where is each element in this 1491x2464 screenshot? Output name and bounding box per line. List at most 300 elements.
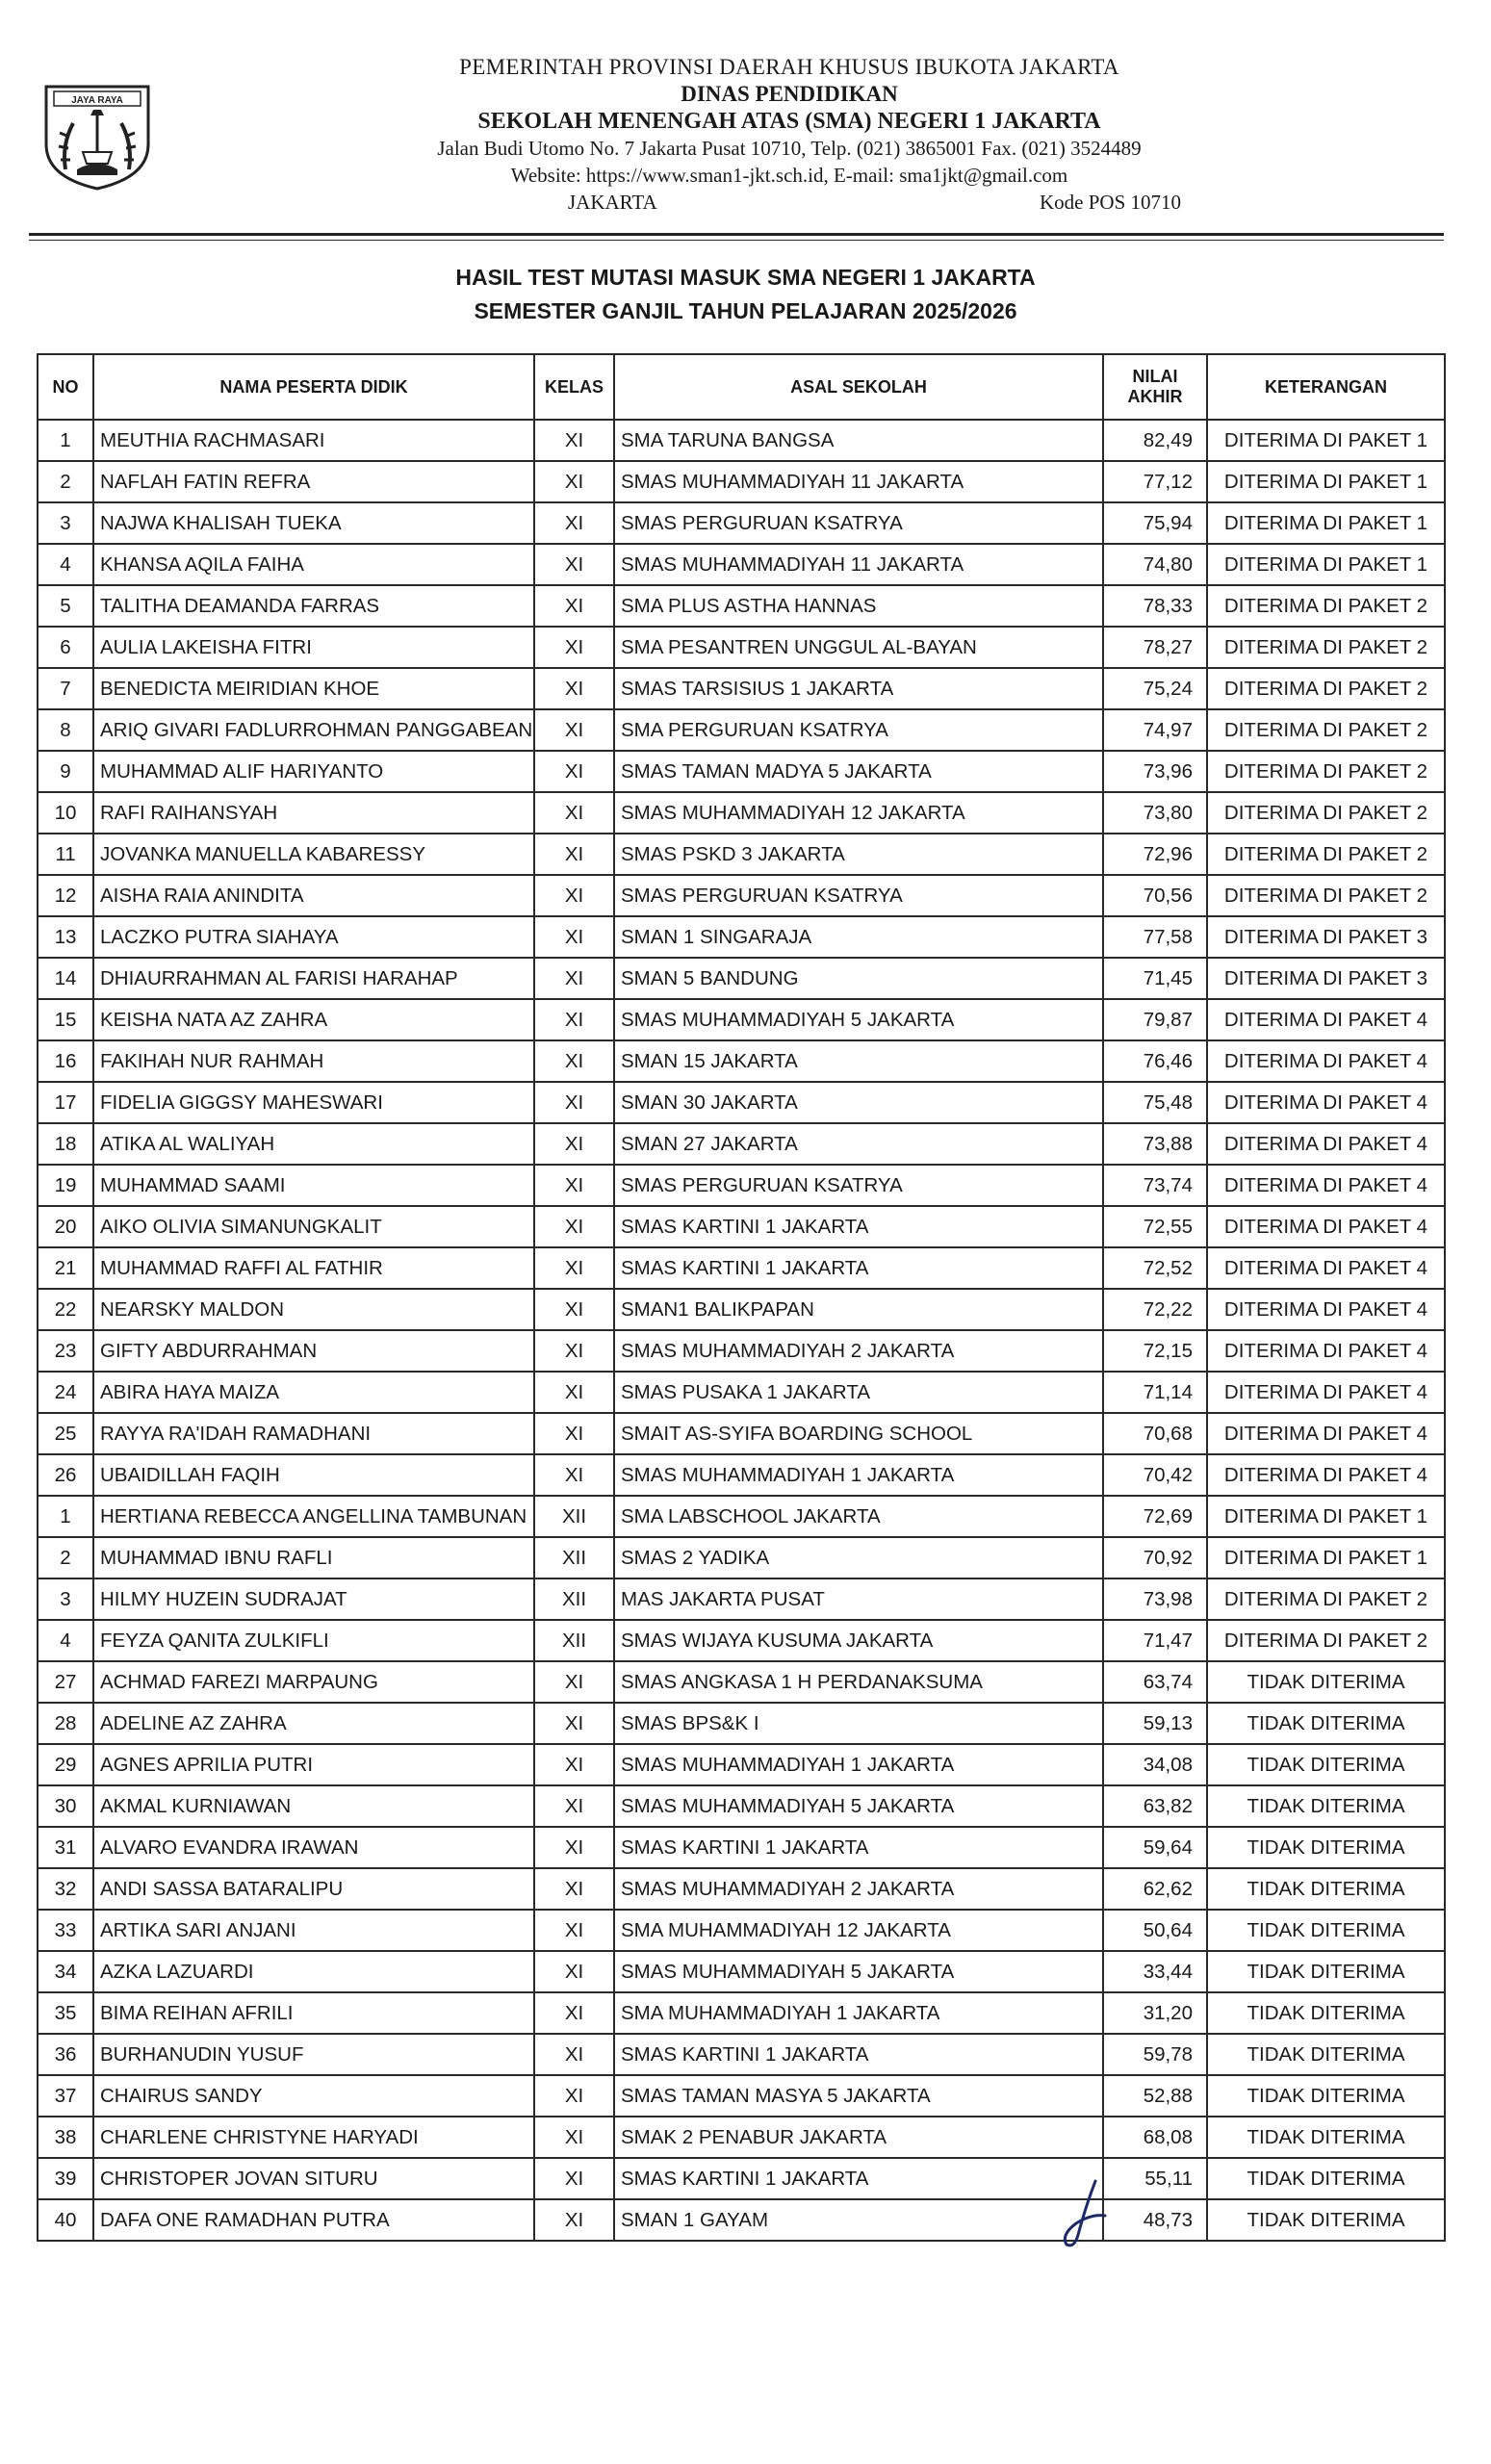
row-no: 37 [38,2075,93,2117]
origin-school: SMA MUHAMMADIYAH 12 JAKARTA [614,1910,1103,1951]
row-no: 9 [38,751,93,792]
student-name: RAFI RAIHANSYAH [93,792,534,834]
student-name: KEISHA NATA AZ ZAHRA [93,999,534,1040]
student-name: MUHAMMAD ALIF HARIYANTO [93,751,534,792]
student-name: ATIKA AL WALIYAH [93,1123,534,1165]
document-title: HASIL TEST MUTASI MASUK SMA NEGERI 1 JAKARTA [455,265,1036,290]
student-name: HILMY HUZEIN SUDRAJAT [93,1578,534,1620]
origin-school: SMAS MUHAMMADIYAH 5 JAKARTA [614,1951,1103,1992]
student-name: ALVARO EVANDRA IRAWAN [93,1827,534,1868]
remarks: TIDAK DITERIMA [1207,1910,1445,1951]
header-nilai-line2: AKHIR [1127,387,1183,406]
remarks: DITERIMA DI PAKET 4 [1207,1413,1445,1454]
header-nama: NAMA PESERTA DIDIK [93,354,534,420]
jakarta-emblem-icon [39,77,156,192]
origin-school: SMAN 27 JAKARTA [614,1123,1103,1165]
student-name: ANDI SASSA BATARALIPU [93,1868,534,1910]
table-row [38,1372,1445,1413]
remarks: DITERIMA DI PAKET 4 [1207,1040,1445,1082]
header-nilai-line1: NILAI [1132,367,1178,386]
row-no: 3 [38,1578,93,1620]
student-name: JOVANKA MANUELLA KABARESSY [93,834,534,875]
row-no: 22 [38,1289,93,1330]
class: XI [534,999,614,1040]
final-score: 52,88 [1103,2075,1207,2117]
row-no: 28 [38,1703,93,1744]
remarks: DITERIMA DI PAKET 1 [1207,1496,1445,1537]
postal-code: Kode POS 10710 [1040,191,1182,214]
remarks: DITERIMA DI PAKET 2 [1207,709,1445,751]
row-no: 18 [38,1123,93,1165]
class: XI [534,1744,614,1785]
class: XI [534,834,614,875]
origin-school: SMAN 15 JAKARTA [614,1040,1103,1082]
origin-school: SMAS PERGURUAN KSATRYA [614,1165,1103,1206]
class: XI [534,2158,614,2199]
final-score: 74,97 [1103,709,1207,751]
remarks: DITERIMA DI PAKET 1 [1207,1537,1445,1578]
class: XII [534,1620,614,1661]
class: XII [534,1496,614,1537]
table-row [38,420,1445,461]
student-name: CHRISTOPER JOVAN SITURU [93,2158,534,2199]
final-score: 73,88 [1103,1123,1207,1165]
origin-school: SMAS MUHAMMADIYAH 11 JAKARTA [614,544,1103,585]
class: XI [534,1454,614,1496]
final-score: 71,47 [1103,1620,1207,1661]
class: XI [534,1247,614,1289]
student-name: AULIA LAKEISHA FITRI [93,627,534,668]
table-body [38,420,1445,2241]
class: XI [534,1372,614,1413]
emblem-text: JAYA RAYA [71,95,123,106]
remarks: DITERIMA DI PAKET 2 [1207,751,1445,792]
student-name: KHANSA AQILA FAIHA [93,544,534,585]
class: XI [534,1330,614,1372]
origin-school: SMAN1 BALIKPAPAN [614,1289,1103,1330]
remarks: DITERIMA DI PAKET 2 [1207,585,1445,627]
class: XI [534,1992,614,2034]
class: XI [534,1703,614,1744]
row-no: 19 [38,1165,93,1206]
remarks: DITERIMA DI PAKET 4 [1207,1165,1445,1206]
origin-school: SMAS PUSAKA 1 JAKARTA [614,1372,1103,1413]
agency-line: DINAS PENDIDIKAN [681,82,898,106]
row-no: 2 [38,461,93,502]
class: XI [534,1868,614,1910]
student-name: AISHA RAIA ANINDITA [93,875,534,916]
origin-school: SMAS MUHAMMADIYAH 5 JAKARTA [614,999,1103,1040]
class: XI [534,1165,614,1206]
signature-mark-icon [1057,2177,1115,2254]
final-score: 73,96 [1103,751,1207,792]
student-name: LACZKO PUTRA SIAHAYA [93,916,534,958]
table-row [38,668,1445,709]
class: XI [534,1910,614,1951]
origin-school: SMAS TARSISIUS 1 JAKARTA [614,668,1103,709]
student-name: AZKA LAZUARDI [93,1951,534,1992]
final-score: 73,74 [1103,1165,1207,1206]
remarks: DITERIMA DI PAKET 1 [1207,544,1445,585]
remarks: DITERIMA DI PAKET 2 [1207,1578,1445,1620]
header-no: NO [38,354,93,420]
table-row [38,1910,1445,1951]
student-name: MUHAMMAD RAFFI AL FATHIR [93,1247,534,1289]
class: XI [534,2075,614,2117]
student-name: GIFTY ABDURRAHMAN [93,1330,534,1372]
table-row [38,544,1445,585]
remarks: DITERIMA DI PAKET 4 [1207,1289,1445,1330]
remarks: DITERIMA DI PAKET 3 [1207,958,1445,999]
origin-school: SMAS KARTINI 1 JAKARTA [614,1827,1103,1868]
origin-school: SMAS WIJAYA KUSUMA JAKARTA [614,1620,1103,1661]
student-name: CHARLENE CHRISTYNE HARYADI [93,2117,534,2158]
class: XI [534,1413,614,1454]
class: XI [534,668,614,709]
student-name: BURHANUDIN YUSUF [93,2034,534,2075]
table-row [38,875,1445,916]
header-nilai-akhir [1103,354,1207,420]
remarks: DITERIMA DI PAKET 4 [1207,1330,1445,1372]
class: XI [534,1785,614,1827]
origin-school: SMAS MUHAMMADIYAH 11 JAKARTA [614,461,1103,502]
table-row [38,999,1445,1040]
row-no: 16 [38,1040,93,1082]
student-name: FIDELIA GIGGSY MAHESWARI [93,1082,534,1123]
row-no: 23 [38,1330,93,1372]
address-line: Jalan Budi Utomo No. 7 Jakarta Pusat 10710, Telp. (021) 3865001 Fax. (021) 3524489 [437,137,1142,160]
remarks: TIDAK DITERIMA [1207,1827,1445,1868]
class: XI [534,792,614,834]
final-score: 76,46 [1103,1040,1207,1082]
letterhead-rule-thin [29,240,1444,241]
remarks: DITERIMA DI PAKET 2 [1207,834,1445,875]
remarks: DITERIMA DI PAKET 4 [1207,1372,1445,1413]
remarks: DITERIMA DI PAKET 1 [1207,420,1445,461]
class: XI [534,1951,614,1992]
final-score: 72,96 [1103,834,1207,875]
origin-school: MAS JAKARTA PUSAT [614,1578,1103,1620]
final-score: 48,73 [1103,2199,1207,2241]
final-score: 74,80 [1103,544,1207,585]
row-no: 39 [38,2158,93,2199]
student-name: NAJWA KHALISAH TUEKA [93,502,534,544]
row-no: 3 [38,502,93,544]
remarks: TIDAK DITERIMA [1207,1785,1445,1827]
row-no: 8 [38,709,93,751]
final-score: 71,45 [1103,958,1207,999]
origin-school: SMAS KARTINI 1 JAKARTA [614,1247,1103,1289]
table-row [38,502,1445,544]
table-row [38,2117,1445,2158]
final-score: 33,44 [1103,1951,1207,1992]
row-no: 15 [38,999,93,1040]
table-row [38,1744,1445,1785]
student-name: MUHAMMAD SAAMI [93,1165,534,1206]
remarks: DITERIMA DI PAKET 4 [1207,1082,1445,1123]
table-row [38,958,1445,999]
student-name: FEYZA QANITA ZULKIFLI [93,1620,534,1661]
table-row [38,1578,1445,1620]
class: XI [534,420,614,461]
class: XI [534,502,614,544]
origin-school: SMA PERGURUAN KSATRYA [614,709,1103,751]
table-row [38,1868,1445,1910]
row-no: 10 [38,792,93,834]
final-score: 78,33 [1103,585,1207,627]
header-keterangan: KETERANGAN [1207,354,1445,420]
remarks: TIDAK DITERIMA [1207,2158,1445,2199]
table-row [38,792,1445,834]
class: XII [534,1578,614,1620]
table-row [38,1992,1445,2034]
origin-school: SMA LABSCHOOL JAKARTA [614,1496,1103,1537]
origin-school: SMAK 2 PENABUR JAKARTA [614,2117,1103,2158]
final-score: 59,78 [1103,2034,1207,2075]
origin-school: SMA PESANTREN UNGGUL AL-BAYAN [614,627,1103,668]
class: XI [534,875,614,916]
table-row [38,1785,1445,1827]
origin-school: SMAS ANGKASA 1 H PERDANAKSUMA [614,1661,1103,1703]
header-asal-sekolah: ASAL SEKOLAH [614,354,1103,420]
remarks: TIDAK DITERIMA [1207,1744,1445,1785]
row-no: 2 [38,1537,93,1578]
row-no: 6 [38,627,93,668]
remarks: TIDAK DITERIMA [1207,2117,1445,2158]
remarks: TIDAK DITERIMA [1207,1951,1445,1992]
final-score: 55,11 [1103,2158,1207,2199]
table-row [38,1413,1445,1454]
class: XI [534,1082,614,1123]
class: XI [534,958,614,999]
final-score: 72,55 [1103,1206,1207,1247]
final-score: 63,74 [1103,1661,1207,1703]
results-table [37,353,1446,2242]
class: XI [534,2199,614,2241]
row-no: 1 [38,420,93,461]
row-no: 7 [38,668,93,709]
student-name: AIKO OLIVIA SIMANUNGKALIT [93,1206,534,1247]
origin-school: SMA TARUNA BANGSA [614,420,1103,461]
table-row [38,627,1445,668]
table-row [38,1496,1445,1537]
table-row [38,834,1445,875]
remarks: DITERIMA DI PAKET 4 [1207,1247,1445,1289]
origin-school: SMAS MUHAMMADIYAH 2 JAKARTA [614,1868,1103,1910]
student-name: ADELINE AZ ZAHRA [93,1703,534,1744]
final-score: 34,08 [1103,1744,1207,1785]
student-name: RAYYA RA'IDAH RAMADHANI [93,1413,534,1454]
final-score: 78,27 [1103,627,1207,668]
table-row [38,1123,1445,1165]
origin-school: SMAS KARTINI 1 JAKARTA [614,2158,1103,2199]
student-name: MUHAMMAD IBNU RAFLI [93,1537,534,1578]
final-score: 75,94 [1103,502,1207,544]
student-name: AGNES APRILIA PUTRI [93,1744,534,1785]
student-name: FAKIHAH NUR RAHMAH [93,1040,534,1082]
row-no: 13 [38,916,93,958]
class: XI [534,709,614,751]
student-name: ARIQ GIVARI FADLURROHMAN PANGGABEAN [93,709,534,751]
row-no: 11 [38,834,93,875]
student-name: AKMAL KURNIAWAN [93,1785,534,1827]
row-no: 36 [38,2034,93,2075]
student-name: ABIRA HAYA MAIZA [93,1372,534,1413]
table-row [38,2034,1445,2075]
origin-school: SMAS MUHAMMADIYAH 2 JAKARTA [614,1330,1103,1372]
table-row [38,1537,1445,1578]
row-no: 30 [38,1785,93,1827]
origin-school: SMAS PERGURUAN KSATRYA [614,502,1103,544]
class: XI [534,461,614,502]
final-score: 70,92 [1103,1537,1207,1578]
final-score: 70,56 [1103,875,1207,916]
student-name: DHIAURRAHMAN AL FARISI HARAHAP [93,958,534,999]
origin-school: SMAS TAMAN MADYA 5 JAKARTA [614,751,1103,792]
class: XI [534,1206,614,1247]
row-no: 38 [38,2117,93,2158]
final-score: 73,98 [1103,1578,1207,1620]
row-no: 26 [38,1454,93,1496]
row-no: 12 [38,875,93,916]
website-line: Website: https://www.sman1-jkt.sch.id, E-mail: sma1jkt@gmail.com [510,164,1068,187]
class: XI [534,627,614,668]
letterhead-rule [29,233,1444,236]
table-row [38,1454,1445,1496]
origin-school: SMA PLUS ASTHA HANNAS [614,585,1103,627]
student-name: ARTIKA SARI ANJANI [93,1910,534,1951]
final-score: 73,80 [1103,792,1207,834]
class: XII [534,1537,614,1578]
table-row [38,1827,1445,1868]
school-name: SEKOLAH MENENGAH ATAS (SMA) NEGERI 1 JAKARTA [477,109,1101,134]
class: XI [534,916,614,958]
final-score: 72,22 [1103,1289,1207,1330]
final-score: 59,64 [1103,1827,1207,1868]
remarks: TIDAK DITERIMA [1207,1992,1445,2034]
origin-school: SMAS MUHAMMADIYAH 1 JAKARTA [614,1744,1103,1785]
table-row [38,1165,1445,1206]
origin-school: SMAS MUHAMMADIYAH 1 JAKARTA [614,1454,1103,1496]
student-name: UBAIDILLAH FAQIH [93,1454,534,1496]
remarks: DITERIMA DI PAKET 2 [1207,627,1445,668]
class: XI [534,1123,614,1165]
origin-school: SMAN 5 BANDUNG [614,958,1103,999]
remarks: DITERIMA DI PAKET 2 [1207,792,1445,834]
remarks: TIDAK DITERIMA [1207,1868,1445,1910]
row-no: 29 [38,1744,93,1785]
student-name: BENEDICTA MEIRIDIAN KHOE [93,668,534,709]
table-row [38,1040,1445,1082]
student-name: ACHMAD FAREZI MARPAUNG [93,1661,534,1703]
row-no: 24 [38,1372,93,1413]
final-score: 50,64 [1103,1910,1207,1951]
final-score: 82,49 [1103,420,1207,461]
row-no: 5 [38,585,93,627]
table-row [38,709,1445,751]
remarks: DITERIMA DI PAKET 2 [1207,668,1445,709]
student-name: NAFLAH FATIN REFRA [93,461,534,502]
origin-school: SMA MUHAMMADIYAH 1 JAKARTA [614,1992,1103,2034]
table-row [38,585,1445,627]
header-kelas: KELAS [534,354,614,420]
final-score: 59,13 [1103,1703,1207,1744]
row-no: 35 [38,1992,93,2034]
remarks: DITERIMA DI PAKET 1 [1207,502,1445,544]
row-no: 33 [38,1910,93,1951]
final-score: 68,08 [1103,2117,1207,2158]
remarks: DITERIMA DI PAKET 3 [1207,916,1445,958]
origin-school: SMAS KARTINI 1 JAKARTA [614,1206,1103,1247]
table-row [38,751,1445,792]
class: XI [534,751,614,792]
table-row [38,1703,1445,1744]
row-no: 20 [38,1206,93,1247]
origin-school: SMAN 1 GAYAM [614,2199,1103,2241]
table-row [38,2199,1445,2241]
table-row [38,1289,1445,1330]
remarks: TIDAK DITERIMA [1207,1661,1445,1703]
remarks: TIDAK DITERIMA [1207,2075,1445,2117]
class: XI [534,1827,614,1868]
origin-school: SMAS PERGURUAN KSATRYA [614,875,1103,916]
final-score: 72,69 [1103,1496,1207,1537]
origin-school: SMAS 2 YADIKA [614,1537,1103,1578]
row-no: 25 [38,1413,93,1454]
final-score: 62,62 [1103,1868,1207,1910]
row-no: 34 [38,1951,93,1992]
results-table-container [37,353,1444,2242]
class: XI [534,2117,614,2158]
row-no: 32 [38,1868,93,1910]
remarks: DITERIMA DI PAKET 2 [1207,875,1445,916]
student-name: TALITHA DEAMANDA FARRAS [93,585,534,627]
remarks: TIDAK DITERIMA [1207,2034,1445,2075]
final-score: 70,42 [1103,1454,1207,1496]
class: XI [534,1040,614,1082]
class: XI [534,585,614,627]
final-score: 79,87 [1103,999,1207,1040]
final-score: 77,12 [1103,461,1207,502]
table-row [38,1330,1445,1372]
final-score: 70,68 [1103,1413,1207,1454]
student-name: NEARSKY MALDON [93,1289,534,1330]
origin-school: SMAIT AS-SYIFA BOARDING SCHOOL [614,1413,1103,1454]
table-row [38,461,1445,502]
final-score: 75,24 [1103,668,1207,709]
row-no: 4 [38,1620,93,1661]
remarks: DITERIMA DI PAKET 4 [1207,1454,1445,1496]
final-score: 72,52 [1103,1247,1207,1289]
student-name: MEUTHIA RACHMASARI [93,420,534,461]
student-name: BIMA REIHAN AFRILI [93,1992,534,2034]
remarks: DITERIMA DI PAKET 4 [1207,1123,1445,1165]
final-score: 75,48 [1103,1082,1207,1123]
document-subtitle: SEMESTER GANJIL TAHUN PELAJARAN 2025/2026 [474,298,1017,323]
origin-school: SMAN 1 SINGARAJA [614,916,1103,958]
row-no: 31 [38,1827,93,1868]
student-name: DAFA ONE RAMADHAN PUTRA [93,2199,534,2241]
gov-line: PEMERINTAH PROVINSI DAERAH KHUSUS IBUKOTA JAKARTA [459,55,1119,79]
origin-school: SMAS KARTINI 1 JAKARTA [614,2034,1103,2075]
student-name: CHAIRUS SANDY [93,2075,534,2117]
remarks: DITERIMA DI PAKET 4 [1207,1206,1445,1247]
row-no: 1 [38,1496,93,1537]
class: XI [534,1289,614,1330]
origin-school: SMAN 30 JAKARTA [614,1082,1103,1123]
remarks: TIDAK DITERIMA [1207,1703,1445,1744]
row-no: 14 [38,958,93,999]
